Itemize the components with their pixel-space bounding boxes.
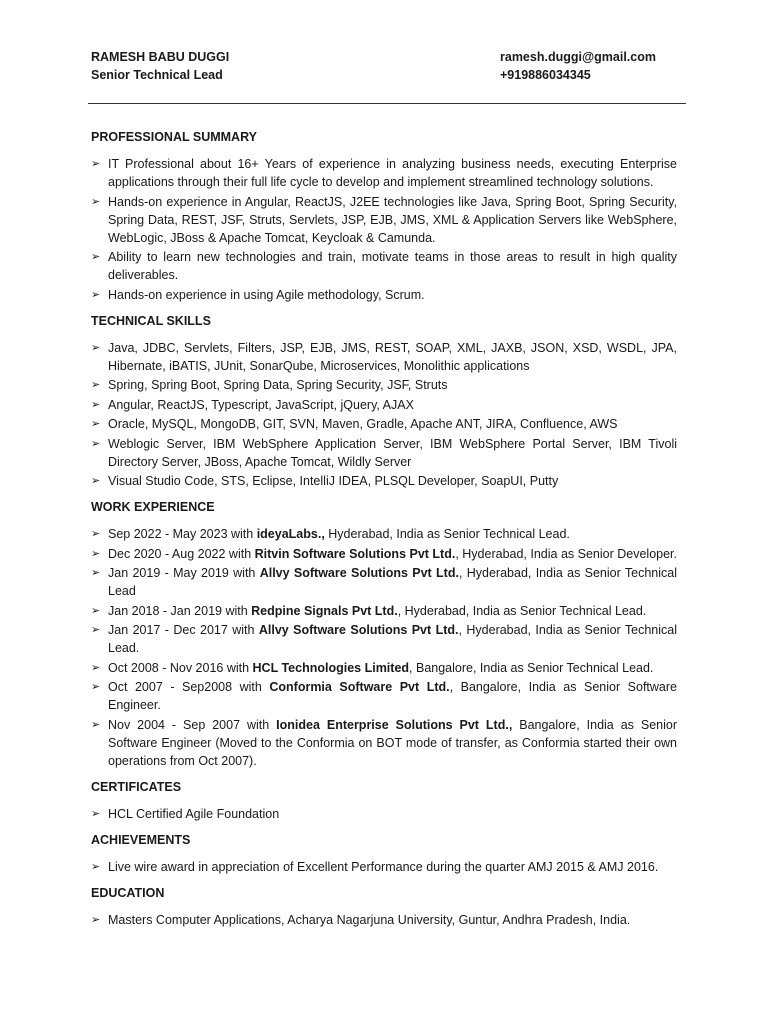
experience-company: Allvy Software Solutions Pvt Ltd. xyxy=(259,566,459,580)
list-item-text: HCL Certified Agile Foundation xyxy=(108,806,280,821)
experience-item xyxy=(91,621,677,657)
skills-list xyxy=(91,339,677,491)
experience-period: Oct 2008 - Nov 2016 with xyxy=(108,660,253,675)
arrow-bullet-icon: ➢ xyxy=(91,398,101,411)
experience-role: , Hyderabad, India as Senior Technical Lead xyxy=(108,566,677,598)
list-item xyxy=(91,396,677,414)
list-item-text: IT Professional about 16+ Years of experience in analyzing business needs, executing Enterprise applications through their full life cycle to develop and implement streamlined technology solutions. xyxy=(108,157,677,189)
list-item xyxy=(91,435,677,471)
candidate-title: Senior Technical Lead xyxy=(91,68,223,82)
list-item-text: Live wire award in appreciation of Excellent Performance during the quarter AMJ 2015 & AMJ 2016. xyxy=(108,859,659,874)
arrow-bullet-icon: ➢ xyxy=(91,681,101,693)
experience-company: Conformia Software Pvt Ltd. xyxy=(269,680,450,694)
achievements-list xyxy=(91,858,677,876)
header-right xyxy=(500,48,656,84)
experience-period: Jan 2018 - Jan 2019 with xyxy=(108,603,252,618)
list-item xyxy=(91,339,677,375)
list-item-text: Visual Studio Code, STS, Eclipse, IntelliJ IDEA, PLSQL Developer, SoapUI, Putty xyxy=(108,474,559,488)
experience-period: Sep 2022 - May 2023 with xyxy=(108,527,257,541)
list-item-text: Angular, ReactJS, Typescript, JavaScript, jQuery, AJAX xyxy=(108,397,414,412)
arrow-bullet-icon: ➢ xyxy=(91,567,101,579)
arrow-bullet-icon: ➢ xyxy=(91,437,101,450)
experience-item xyxy=(91,525,677,543)
experience-company: Redpine Signals Pvt Ltd. xyxy=(251,603,398,618)
experience-item xyxy=(91,564,677,600)
experience-company: Ritvin Software Solutions Pvt Ltd. xyxy=(254,546,456,561)
education-list xyxy=(91,911,677,929)
certificates-heading: CERTIFICATES xyxy=(91,779,182,794)
experience-company: Allvy Software Solutions Pvt Ltd. xyxy=(258,623,459,637)
list-item-text: Weblogic Server, IBM WebSphere Application Server, IBM WebSphere Portal Server, IBM Tivoli Directory Server, JBoss, Apache Tomcat, Wildly Server xyxy=(108,436,677,469)
list-item-text: Oracle, MySQL, MongoDB, GIT, SVN, Maven, Gradle, Apache ANT, JIRA, Confluence, AWS xyxy=(108,417,618,431)
candidate-email[interactable]: ramesh.duggi@gmail.com xyxy=(500,50,656,64)
arrow-bullet-icon: ➢ xyxy=(91,158,101,170)
experience-company: ideyaLabs., xyxy=(256,527,325,541)
summary-heading: PROFESSIONAL SUMMARY xyxy=(91,130,257,144)
experience-role: , Bangalore, India as Senior Software Engineer. xyxy=(108,680,677,712)
arrow-bullet-icon: ➢ xyxy=(91,341,101,354)
experience-role: Bangalore, India as Senior Software Engineer (Moved to the Conformia on BOT mode of transfer, as Conformia started their own operations from Oct 2007). xyxy=(108,717,677,768)
header-divider xyxy=(88,103,686,104)
experience-role: , Hyderabad, India as Senior Technical Lead. xyxy=(108,623,677,655)
arrow-bullet-icon: ➢ xyxy=(91,604,101,617)
education-heading: EDUCATION xyxy=(91,885,165,900)
list-item xyxy=(91,415,677,433)
skills-heading: TECHNICAL SKILLS xyxy=(91,313,211,328)
list-item-text: Masters Computer Applications, Acharya Nagarjuna University, Guntur, Andhra Pradesh, India. xyxy=(108,912,631,927)
experience-role: , Hyderabad, India as Senior Developer. xyxy=(455,546,677,561)
arrow-bullet-icon: ➢ xyxy=(91,661,101,674)
arrow-bullet-icon: ➢ xyxy=(91,718,101,731)
candidate-name: RAMESH BABU DUGGI xyxy=(91,50,230,64)
candidate-phone: +919886034345 xyxy=(500,68,591,82)
arrow-bullet-icon: ➢ xyxy=(91,807,101,820)
experience-list xyxy=(91,525,677,770)
experience-period: Nov 2004 - Sep 2007 with xyxy=(108,717,277,732)
arrow-bullet-icon: ➢ xyxy=(91,379,101,391)
arrow-bullet-icon: ➢ xyxy=(91,528,101,540)
list-item-text: Ability to learn new technologies and train, motivate teams in those areas to result in high quality deliverables. xyxy=(108,250,677,282)
experience-role: Hyderabad, India as Senior Technical Lead. xyxy=(324,527,570,541)
arrow-bullet-icon: ➢ xyxy=(91,913,101,926)
arrow-bullet-icon: ➢ xyxy=(91,547,101,560)
arrow-bullet-icon: ➢ xyxy=(91,251,101,263)
list-item xyxy=(91,248,677,284)
certificates-list xyxy=(91,805,677,823)
experience-role: , Hyderabad, India as Senior Technical Lead. xyxy=(397,603,647,618)
list-item-text: Hands-on experience in using Agile methodology, Scrum. xyxy=(108,287,425,302)
list-item xyxy=(91,193,677,247)
list-item xyxy=(91,376,677,394)
achievements-heading: ACHIEVEMENTS xyxy=(91,832,191,847)
experience-item xyxy=(91,716,677,770)
experience-period: Jan 2017 - Dec 2017 with xyxy=(108,623,259,637)
experience-item xyxy=(91,545,677,563)
resume-content xyxy=(91,128,677,937)
arrow-bullet-icon: ➢ xyxy=(91,418,101,430)
list-item xyxy=(91,155,677,191)
experience-period: Dec 2020 - Aug 2022 with xyxy=(108,546,255,561)
experience-company: Ionidea Enterprise Solutions Pvt Ltd., xyxy=(276,717,513,732)
list-item-text: Spring, Spring Boot, Spring Data, Spring Security, JSF, Struts xyxy=(108,378,448,392)
experience-period: Jan 2019 - May 2019 with xyxy=(108,566,260,580)
arrow-bullet-icon: ➢ xyxy=(91,475,101,487)
list-item-text: Hands-on experience in Angular, ReactJS, J2EE technologies like Java, Spring Boot, Spring Security, Spring Data, REST, JSF, Struts, Servlets, JSP, EJB, JMS, XML & Application Servers like WebSphere, WebLogic, JBoss & Apache Tomcat, Keycloak & Camunda. xyxy=(108,194,677,245)
summary-list xyxy=(91,155,677,304)
experience-period: Oct 2007 - Sep2008 with xyxy=(108,680,270,694)
experience-company: HCL Technologies Limited xyxy=(252,660,410,675)
experience-role: , Bangalore, India as Senior Technical Lead. xyxy=(409,660,654,675)
arrow-bullet-icon: ➢ xyxy=(91,860,101,873)
experience-item xyxy=(91,602,677,620)
list-item-text: Java, JDBC, Servlets, Filters, JSP, EJB, JMS, REST, SOAP, XML, JAXB, JSON, XSD, WSDL, JPA, Hibernate, iBATIS, JUnit, SonarQube, Microservices, Monolithic applications xyxy=(108,340,677,373)
arrow-bullet-icon: ➢ xyxy=(91,624,101,636)
list-item xyxy=(91,911,677,929)
list-item xyxy=(91,286,677,304)
header-left xyxy=(91,48,229,84)
arrow-bullet-icon: ➢ xyxy=(91,195,101,208)
experience-item xyxy=(91,659,677,677)
experience-heading: WORK EXPERIENCE xyxy=(91,500,215,514)
arrow-bullet-icon: ➢ xyxy=(91,288,101,301)
experience-item xyxy=(91,678,677,714)
list-item xyxy=(91,472,677,490)
list-item xyxy=(91,858,677,876)
list-item xyxy=(91,805,677,823)
